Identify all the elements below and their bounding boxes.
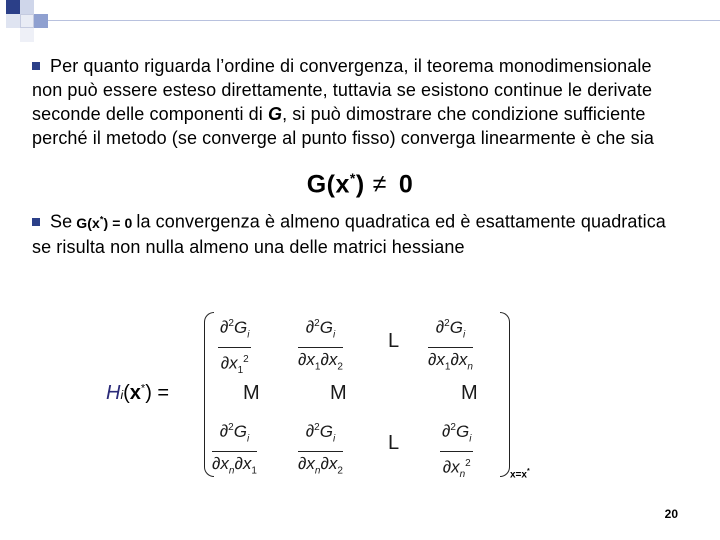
formula-lhs: G(x bbox=[306, 170, 350, 199]
matrix-entry: $\frac{\partial^2G_i}{\partial x_1\partial x_2}$ bbox=[298, 312, 343, 379]
paren-open: ( bbox=[123, 382, 130, 404]
inline-formula-rhs: ) = 0 bbox=[103, 214, 133, 231]
decor-square bbox=[6, 14, 20, 28]
header-rule bbox=[48, 20, 720, 21]
matrix-entry: $\frac{\partial^2G_i}{\partial x_1\partial x_n}$ bbox=[428, 312, 473, 379]
matrix-entry: $\frac{\partial^2G_i}{\partial x_1^2}$ bbox=[218, 312, 251, 383]
decor-square bbox=[20, 0, 34, 14]
inline-formula bbox=[76, 215, 132, 231]
page-number: 20 bbox=[664, 507, 678, 521]
decor-square bbox=[34, 14, 48, 28]
paragraph-text: Per quanto riguarda l’ordine di convergenza, il teorema monodimensionale non può essere esteso direttamente, tuttavia se esistono continue le derivate seconde delle componenti di bbox=[32, 56, 653, 124]
point-x: x bbox=[129, 382, 141, 404]
hessian-subscript: i bbox=[120, 388, 124, 402]
matrix-entry: $\frac{\partial^2G_i}{\partial x_n\partial x_1}$ bbox=[212, 416, 257, 483]
decor-square bbox=[20, 28, 34, 42]
evaluation-point bbox=[510, 468, 530, 480]
paragraph-text: la convergenza è almeno quadratica ed è esattamente quadratica se risulta non nulla almeno una delle matrici hessiane bbox=[32, 211, 666, 257]
paragraph-lead: Se bbox=[50, 211, 73, 232]
hessian-lhs bbox=[106, 382, 169, 405]
formula-rhs: 0 bbox=[398, 170, 414, 199]
paren-close-equals: ) = bbox=[145, 382, 170, 404]
paragraph-quadratic-convergence bbox=[32, 207, 682, 259]
condition-formula bbox=[0, 170, 720, 199]
matrix-entry: $\frac{\partial^2G_i}{\partial x_n\partial x_2}$ bbox=[298, 416, 343, 483]
formula-close: ) bbox=[355, 170, 365, 199]
eval-star: * bbox=[526, 468, 530, 475]
point-star: * bbox=[140, 382, 146, 395]
decor-square bbox=[20, 14, 34, 28]
hessian-symbol: H bbox=[106, 382, 121, 404]
formula-sup: * bbox=[349, 170, 356, 186]
inline-formula-lhs: G(x bbox=[76, 214, 100, 231]
col-ellipsis: M bbox=[330, 382, 347, 404]
formula-neq: ≠ bbox=[372, 170, 387, 199]
paragraph-text-after: , si può dimostrare che condizione sufficiente perché il metodo (se converge al punto fisso) converga linearmente è che sia bbox=[32, 104, 654, 148]
bullet-icon bbox=[32, 218, 40, 226]
row-ellipsis: L bbox=[388, 330, 400, 352]
bullet-icon bbox=[32, 62, 40, 70]
matrix-entry: $\frac{\partial^2G_i}{\partial x_n^2}$ bbox=[440, 416, 473, 487]
col-ellipsis: M bbox=[461, 382, 478, 404]
inline-formula-sup: * bbox=[99, 214, 104, 224]
row-ellipsis: L bbox=[388, 432, 400, 454]
col-ellipsis: M bbox=[243, 382, 260, 404]
eval-label: x=x bbox=[510, 469, 527, 481]
paragraph-convergence-order bbox=[32, 54, 682, 150]
right-bracket bbox=[500, 312, 510, 477]
decor-square bbox=[6, 0, 20, 14]
symbol-G: G bbox=[267, 104, 283, 124]
hessian-matrix bbox=[106, 312, 556, 487]
